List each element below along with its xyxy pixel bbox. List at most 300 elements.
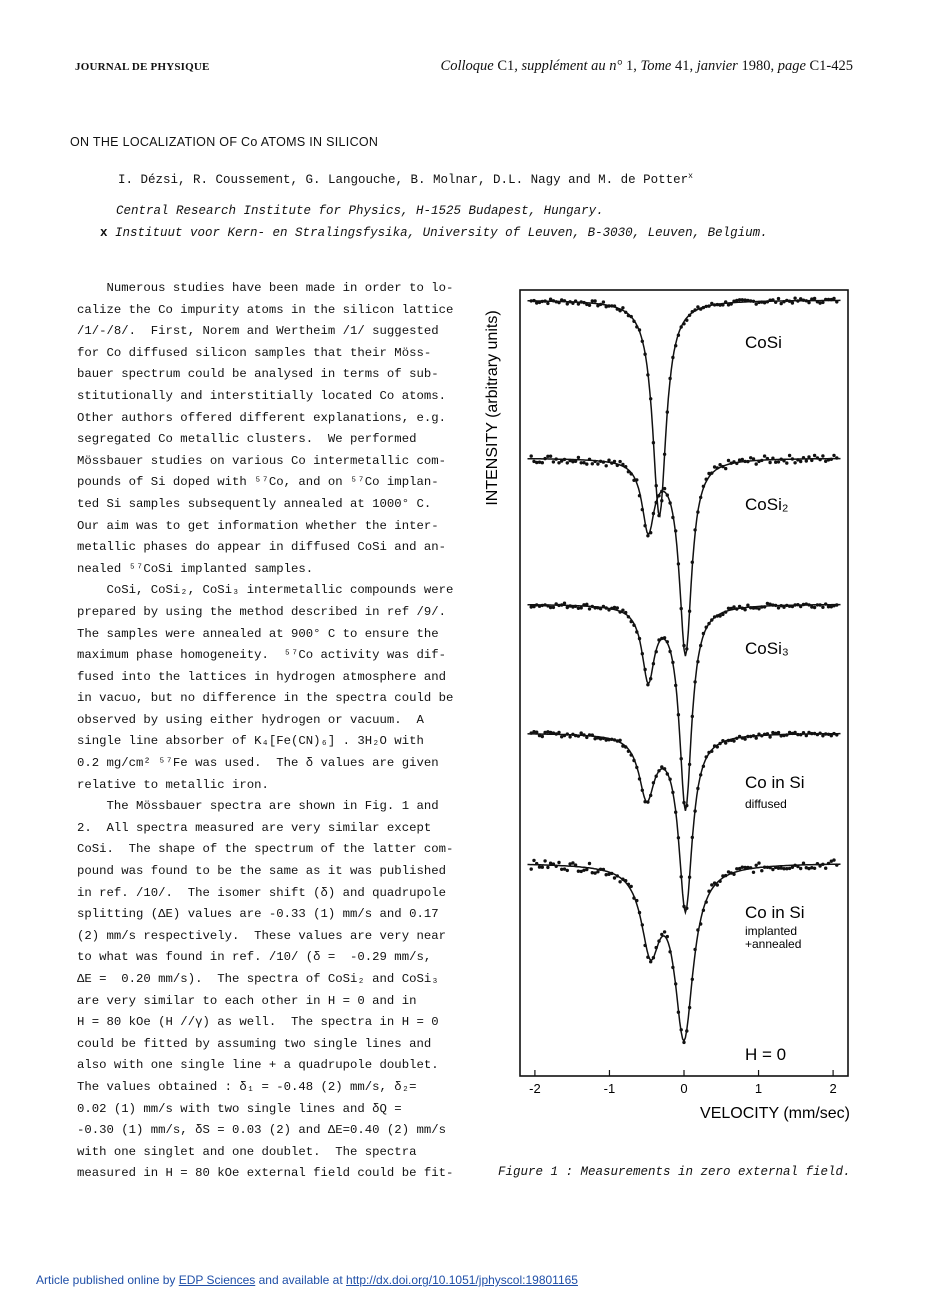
data-point (771, 868, 774, 871)
data-point (766, 732, 769, 735)
body-line: (2) mm/s respectively. These values are very near (77, 928, 446, 943)
data-point (699, 773, 702, 776)
body-line: are very similar to each other in H = 0 and in (77, 993, 417, 1008)
data-point (799, 460, 802, 463)
body-line: also with one single line + a quadrupole doublet. (77, 1058, 439, 1073)
x-tick-label: -1 (603, 1081, 616, 1096)
affiliation-2-text: Instituut voor Kern- en Stralingsfysika, University of Leuven, B-3030, Leuven, Belgium. (115, 226, 768, 240)
data-point (624, 465, 627, 468)
body-line: 0.2 mg/cm² ⁵⁷Fe was used. The δ values are given (77, 756, 439, 771)
data-point (627, 470, 630, 473)
spectrum-fit-line (528, 734, 841, 913)
data-point (574, 299, 577, 302)
data-point (638, 777, 641, 780)
data-point (638, 637, 641, 640)
data-point (682, 644, 685, 647)
data-point (652, 956, 655, 959)
data-point (621, 609, 624, 612)
data-point (824, 602, 827, 605)
authors-text: I. Dézsi, R. Coussement, G. Langouche, B. Molnar, D.L. Nagy and M. de Potter (118, 173, 689, 188)
data-point (643, 524, 646, 527)
data-point (685, 319, 688, 322)
data-point (702, 765, 705, 768)
data-point (710, 618, 713, 621)
data-point (788, 300, 791, 303)
data-point (535, 301, 538, 304)
data-point (685, 804, 688, 807)
data-point (682, 1041, 685, 1044)
data-point (680, 1028, 683, 1031)
data-point (813, 606, 816, 609)
data-point (657, 514, 660, 517)
data-point (649, 960, 652, 963)
data-point (657, 769, 660, 772)
data-point (735, 607, 738, 610)
data-point (530, 454, 533, 457)
data-point (535, 731, 538, 734)
data-point (680, 757, 683, 760)
data-point (710, 471, 713, 474)
data-point (580, 731, 583, 734)
data-point (821, 301, 824, 304)
data-point (699, 644, 702, 647)
data-point (585, 603, 588, 606)
data-point (682, 905, 685, 908)
data-point (821, 734, 824, 737)
data-point (749, 866, 752, 869)
body-line: prepared by using the method described in ref /9/. (77, 604, 446, 619)
data-point (646, 534, 649, 537)
data-point (599, 303, 602, 306)
data-point (552, 606, 555, 609)
body-line: in vacuo, but no difference in the spectra could be (77, 691, 454, 706)
data-point (663, 487, 666, 490)
data-point (666, 493, 669, 496)
data-point (810, 459, 813, 462)
data-point (780, 866, 783, 869)
data-point (585, 868, 588, 871)
data-point (768, 866, 771, 869)
data-point (835, 300, 838, 303)
data-point (546, 302, 549, 305)
data-point (649, 397, 652, 400)
data-point (582, 733, 585, 736)
data-point (668, 377, 671, 380)
data-point (768, 461, 771, 464)
data-point (752, 734, 755, 737)
data-point (766, 457, 769, 460)
data-point (668, 778, 671, 781)
data-point (696, 787, 699, 790)
data-point (635, 478, 638, 481)
data-point (810, 866, 813, 869)
data-point (605, 464, 608, 467)
data-point (655, 946, 658, 949)
data-point (599, 737, 602, 740)
body-line: splitting (ΔE) values are -0.33 (1) mm/s and 0.17 (77, 907, 439, 922)
data-point (552, 862, 555, 865)
data-point (818, 458, 821, 461)
data-point (821, 454, 824, 457)
data-point (655, 484, 658, 487)
data-point (643, 944, 646, 947)
data-point (746, 604, 749, 607)
data-point (649, 677, 652, 680)
data-point (649, 794, 652, 797)
data-point (591, 462, 594, 465)
colloque-c: C1 (497, 58, 515, 74)
data-point (832, 454, 835, 457)
data-point (577, 302, 580, 305)
data-point (732, 605, 735, 608)
data-point (660, 637, 663, 640)
body-line: Our aim was to get information whether the inter- (77, 518, 439, 533)
body-text (77, 278, 457, 1185)
data-point (557, 731, 560, 734)
author-mark: x (688, 172, 693, 181)
data-point (674, 684, 677, 687)
data-point (785, 461, 788, 464)
data-point (785, 733, 788, 736)
data-point (638, 494, 641, 497)
data-point (588, 304, 591, 307)
data-point (816, 862, 819, 865)
data-point (557, 861, 560, 864)
data-point (530, 867, 533, 870)
data-point (782, 459, 785, 462)
data-point (830, 458, 833, 461)
data-point (674, 982, 677, 985)
data-point (805, 734, 808, 737)
data-point (624, 745, 627, 748)
footer-middle: and available at (258, 1273, 343, 1287)
data-point (646, 956, 649, 959)
data-point (541, 735, 544, 738)
body-line: stitutionally and interstitially located Co atoms. (77, 388, 446, 403)
data-point (774, 604, 777, 607)
x-tick-label: -2 (529, 1081, 541, 1096)
data-point (574, 460, 577, 463)
body-line: Other authors offered different explanations, e.g. (77, 410, 446, 425)
data-point (541, 866, 544, 869)
colloque-date: janvier (696, 58, 738, 74)
mossbauer-spectra-figure (470, 278, 860, 1148)
data-point (802, 862, 805, 865)
colloque-page-num: C1-425 (809, 58, 853, 74)
data-point (635, 630, 638, 633)
data-point (632, 320, 635, 323)
spectrum-label: Co in Si (745, 903, 805, 922)
data-point (660, 933, 663, 936)
data-point (635, 766, 638, 769)
body-line: single line absorber of K₄[Fe(CN)₆] . 3H₂O with (77, 734, 424, 749)
data-point (591, 733, 594, 736)
data-point (743, 608, 746, 611)
data-point (707, 622, 710, 625)
data-point (791, 457, 794, 460)
body-line: Mössbauer studies on various Co intermetallic com- (77, 453, 446, 468)
data-point (585, 736, 588, 739)
data-point (599, 607, 602, 610)
colloque-tome: Tome (640, 58, 672, 74)
data-point (699, 496, 702, 499)
data-point (627, 883, 630, 886)
data-point (796, 603, 799, 606)
body-line: -0.30 (1) mm/s, δS = 0.03 (2) and ΔE=0.40 (2) mm/s (77, 1123, 446, 1138)
data-point (691, 836, 694, 839)
data-point (571, 861, 574, 864)
data-point (788, 454, 791, 457)
data-point (555, 457, 558, 460)
publisher-link[interactable]: EDP Sciences (178, 1273, 256, 1287)
body-line: ted Si samples subsequently annealed at 1000° C. (77, 496, 432, 511)
data-point (652, 512, 655, 515)
data-point (693, 680, 696, 683)
data-point (613, 304, 616, 307)
data-point (677, 1011, 680, 1014)
data-point (791, 301, 794, 304)
data-point (721, 613, 724, 616)
data-point (688, 1006, 691, 1009)
colloque-year: 1980, (741, 58, 775, 74)
data-point (543, 299, 546, 302)
data-point (552, 460, 555, 463)
data-point (618, 460, 621, 463)
data-point (643, 353, 646, 356)
data-point (688, 610, 691, 613)
data-point (641, 923, 644, 926)
data-point (666, 410, 669, 413)
body-line: relative to metallic iron. (77, 777, 269, 792)
data-point (671, 516, 674, 519)
data-point (557, 301, 560, 304)
data-point (710, 750, 713, 753)
data-point (566, 461, 569, 464)
data-point (602, 737, 605, 740)
data-point (602, 868, 605, 871)
data-point (705, 626, 708, 629)
data-point (699, 922, 702, 925)
data-point (743, 737, 746, 740)
body-line: observed by using either hydrogen or vacuum. A (77, 712, 424, 727)
data-point (655, 501, 658, 504)
data-point (663, 636, 666, 639)
data-point (632, 624, 635, 627)
data-point (771, 457, 774, 460)
spectrum-sublabel: implanted (745, 924, 798, 938)
body-line: 2. All spectra measured are very similar except (77, 820, 432, 835)
data-point (763, 454, 766, 457)
data-point (705, 900, 708, 903)
data-point (641, 789, 644, 792)
data-point (674, 344, 677, 347)
data-point (802, 299, 805, 302)
data-point (588, 862, 591, 865)
data-point (671, 966, 674, 969)
data-point (618, 739, 621, 742)
data-point (616, 874, 619, 877)
data-point (593, 460, 596, 463)
data-point (566, 869, 569, 872)
data-point (588, 607, 591, 610)
data-point (580, 606, 583, 609)
data-point (541, 461, 544, 464)
data-point (746, 460, 749, 463)
data-point (668, 501, 671, 504)
data-point (832, 297, 835, 300)
data-point (549, 455, 552, 458)
data-point (577, 734, 580, 737)
data-point (721, 303, 724, 306)
data-point (621, 306, 624, 309)
field-annotation: H = 0 (745, 1045, 787, 1064)
body-line: The Mössbauer spectra are shown in Fig. 1 and (77, 799, 439, 814)
data-point (630, 753, 633, 756)
data-point (799, 605, 802, 608)
journal-name: JOURNAL DE PHYSIQUE (75, 61, 210, 73)
data-point (688, 314, 691, 317)
footer (36, 1273, 578, 1287)
x-tick-label: 2 (829, 1081, 837, 1096)
data-point (666, 640, 669, 643)
data-point (741, 458, 744, 461)
data-point (660, 490, 663, 493)
spectrum-label: Co in Si (745, 773, 805, 792)
data-point (835, 456, 838, 459)
data-point (813, 867, 816, 870)
data-point (613, 876, 616, 879)
author-list (118, 172, 693, 187)
spectrum-sublabel: diffused (745, 797, 787, 811)
data-point (732, 739, 735, 742)
data-point (818, 603, 821, 606)
data-point (624, 311, 627, 314)
data-point (674, 811, 677, 814)
data-point (813, 297, 816, 300)
doi-link[interactable]: http://dx.doi.org/10.1051/jphyscol:19801165 (346, 1273, 578, 1287)
data-point (696, 510, 699, 513)
body-line: in ref. /10/. The isomer shift (δ) and quadrupole (77, 885, 446, 900)
data-point (632, 759, 635, 762)
data-point (696, 305, 699, 308)
data-point (821, 606, 824, 609)
data-point (630, 885, 633, 888)
data-point (807, 301, 810, 304)
spectrum-fit-line (528, 300, 841, 515)
data-point (760, 869, 763, 872)
data-point (638, 328, 641, 331)
data-point (805, 459, 808, 462)
body-line: measured in H = 80 kOe external field could be fit- (77, 1166, 454, 1181)
data-point (691, 978, 694, 981)
body-line: pounds of Si doped with ⁵⁷Co, and on ⁵⁷Co implan- (77, 475, 439, 490)
data-point (718, 463, 721, 466)
body-line: CoSi. The shape of the spectrum of the latter com- (77, 842, 454, 857)
data-point (657, 494, 660, 497)
data-point (618, 880, 621, 883)
data-point (702, 485, 705, 488)
data-point (607, 459, 610, 462)
data-point (532, 859, 535, 862)
affiliation-2 (100, 226, 768, 240)
data-point (605, 606, 608, 609)
data-point (763, 605, 766, 608)
spectrum-fit-line (528, 459, 841, 656)
data-point (588, 458, 591, 461)
data-point (549, 731, 552, 734)
data-point (685, 907, 688, 910)
body-line: metallic phases do appear in diffused CoSi and an- (77, 540, 446, 555)
data-point (680, 607, 683, 610)
data-point (691, 561, 694, 564)
data-point (777, 731, 780, 734)
data-point (793, 297, 796, 300)
data-point (624, 611, 627, 614)
data-point (757, 861, 760, 864)
body-line: could be fitted by assuming two single lines and (77, 1036, 432, 1051)
data-point (835, 863, 838, 866)
colloque-tome-num: 41, (674, 58, 694, 74)
data-point (696, 928, 699, 931)
data-point (616, 464, 619, 467)
data-point (807, 455, 810, 458)
data-point (571, 302, 574, 305)
data-point (807, 603, 810, 606)
data-point (755, 462, 758, 465)
data-point (727, 459, 730, 462)
data-point (666, 935, 669, 938)
body-line: The samples were annealed at 900° C to ensure the (77, 626, 439, 641)
data-point (616, 606, 619, 609)
data-point (705, 478, 708, 481)
data-point (799, 867, 802, 870)
data-point (660, 499, 663, 502)
data-point (802, 456, 805, 459)
data-point (810, 297, 813, 300)
data-point (705, 755, 708, 758)
data-point (671, 356, 674, 359)
data-point (707, 890, 710, 893)
data-point (568, 735, 571, 738)
data-point (682, 322, 685, 325)
data-point (593, 299, 596, 302)
data-point (685, 647, 688, 650)
data-point (641, 340, 644, 343)
body-line: to what was found in ref. /10/ (δ = -0.29 mm/s, (77, 950, 432, 965)
data-point (618, 309, 621, 312)
footer-prefix: Article published online by (36, 1273, 176, 1287)
data-point (813, 454, 816, 457)
data-point (630, 472, 633, 475)
data-point (646, 800, 649, 803)
data-point (721, 739, 724, 742)
data-point (702, 909, 705, 912)
data-point (577, 456, 580, 459)
data-point (532, 299, 535, 302)
data-point (602, 460, 605, 463)
data-point (613, 460, 616, 463)
data-point (566, 732, 569, 735)
data-point (724, 300, 727, 303)
data-point (580, 300, 583, 303)
data-point (782, 606, 785, 609)
data-point (757, 607, 760, 610)
body-line: H = 80 kOe (H //γ) as well. The spectra in H = 0 (77, 1015, 439, 1030)
data-point (682, 801, 685, 804)
plot-frame (520, 290, 848, 1076)
data-point (832, 858, 835, 861)
data-point (827, 458, 830, 461)
